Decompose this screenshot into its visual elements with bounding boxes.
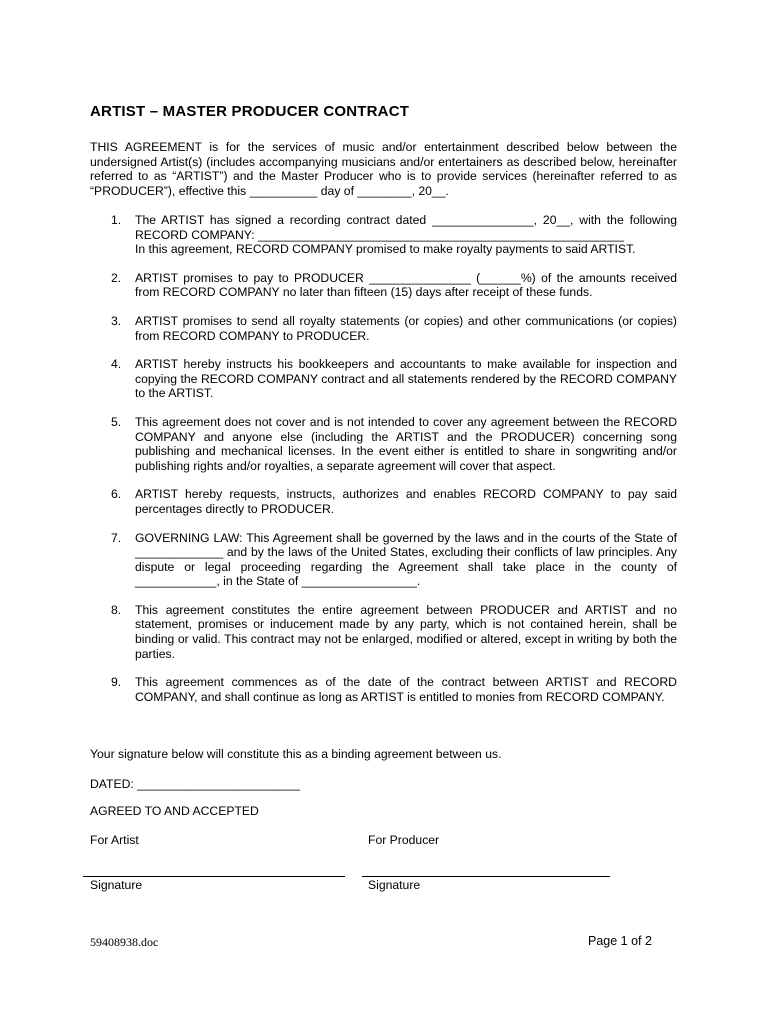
clause-text-line: ARTIST promises to send all royalty statements (or copies) and other communications (or copies) from RECORD COMPANY to PRODUCER. (135, 313, 677, 343)
clause-text (135, 675, 677, 704)
clause-text (135, 314, 677, 343)
clause-text-line: GOVERNING LAW: This Agreement shall be governed by the laws and in the courts of the State of _____________ and by the laws of the United States, excluding their conflicts of law principles. Any dispute or legal proceeding regarding the Agreement shall take place in the county of ____________, in the State of _________________. (135, 530, 677, 589)
clause-item (0, 357, 768, 401)
clause-number: 2. (111, 270, 122, 285)
clause-item (0, 675, 768, 704)
clause-text-line: This agreement commences as of the date of the contract between ARTIST and RECORD COMPANY, and shall continue as long as ARTIST is entitled to monies from RECORD COMPANY. (135, 675, 677, 704)
clause-text-line: The ARTIST has signed a recording contract dated _______________, 20__, with the following RECORD COMPANY: ______________________________________________________ (135, 213, 677, 242)
clause-number: 3. (111, 313, 122, 328)
clause-number: 4. (111, 357, 122, 372)
clause-text (135, 271, 677, 300)
clause-item (0, 531, 768, 589)
clause-text (135, 487, 677, 516)
clause-text (135, 415, 677, 473)
clause-text-line: This agreement constitutes the entire agreement between PRODUCER and ARTIST and no statement, promises or inducement made by any party, which is not contained herein, shall be binding or valid. This contract may not be enlarged, modified or altered, except in writing by both the parties. (135, 602, 677, 661)
clause-text-line: ARTIST hereby requests, instructs, authorizes and enables RECORD COMPANY to pay said percentages directly to PRODUCER. (135, 487, 677, 516)
clause-number: 6. (111, 487, 122, 502)
clause-text (135, 603, 677, 661)
footer-filename: 59408938.doc (90, 935, 159, 949)
clause-number: 1. (111, 213, 122, 227)
producer-signature-label: Signature (368, 878, 421, 892)
for-producer-label: For Producer (368, 833, 440, 847)
clause-number: 9. (111, 675, 122, 690)
clause-text-line: This agreement does not cover and is not intended to cover any agreement between the RECORD COMPANY and anyone else (including the ARTIST and the PRODUCER) concerning song publishing and mechanical licenses. In the event either is entitled to share in songwriting and/or publishing rights and/or royalties, a separate agreement will cover that aspect. (135, 414, 677, 473)
clause-item (0, 314, 768, 343)
clause-item (0, 213, 768, 257)
footer-page-number: Page 1 of 2 (588, 934, 652, 948)
clause-number: 7. (111, 530, 122, 545)
agreed-heading: AGREED TO AND ACCEPTED (90, 804, 259, 818)
dated-line: DATED: ________________________ (90, 777, 300, 791)
clause-text (135, 531, 677, 589)
clause-number: 8. (111, 602, 122, 617)
clause-item (0, 603, 768, 661)
clause-text-line: In this agreement, RECORD COMPANY promised to make royalty payments to said ARTIST. (135, 242, 636, 257)
clause-item (0, 415, 768, 473)
intro-paragraph: THIS AGREEMENT is for the services of music and/or entertainment described below between the undersigned Artist(s) (includes accompanying musicians and/or entertainers as described below, hereinafter referred to as “ARTIST”) and the Master Producer who is to provide services (hereinafter referred to as “PRODUCER”), effective this __________ day of ________, 20__. (90, 140, 677, 198)
clause-list (0, 213, 768, 718)
clause-item (0, 487, 768, 516)
clause-text (135, 357, 677, 401)
clause-text (135, 213, 677, 257)
artist-signature-line (83, 876, 345, 877)
producer-signature-line (362, 876, 610, 877)
for-artist-label: For Artist (90, 833, 139, 847)
clause-item (0, 271, 768, 300)
artist-signature-label: Signature (90, 878, 143, 892)
clause-number: 5. (111, 414, 122, 429)
closing-statement: Your signature below will constitute this as a binding agreement between us. (90, 747, 502, 761)
clause-text-line: ARTIST promises to pay to PRODUCER _______________ (______%) of the amounts received from RECORD COMPANY no later than fifteen (15) days after receipt of these funds. (135, 270, 677, 300)
page-title: ARTIST – MASTER PRODUCER CONTRACT (90, 103, 410, 120)
clause-text-line: ARTIST hereby instructs his bookkeepers and accountants to make available for inspection and copying the RECORD COMPANY contract and all statements rendered by the RECORD COMPANY to the ARTIST. (135, 357, 677, 401)
